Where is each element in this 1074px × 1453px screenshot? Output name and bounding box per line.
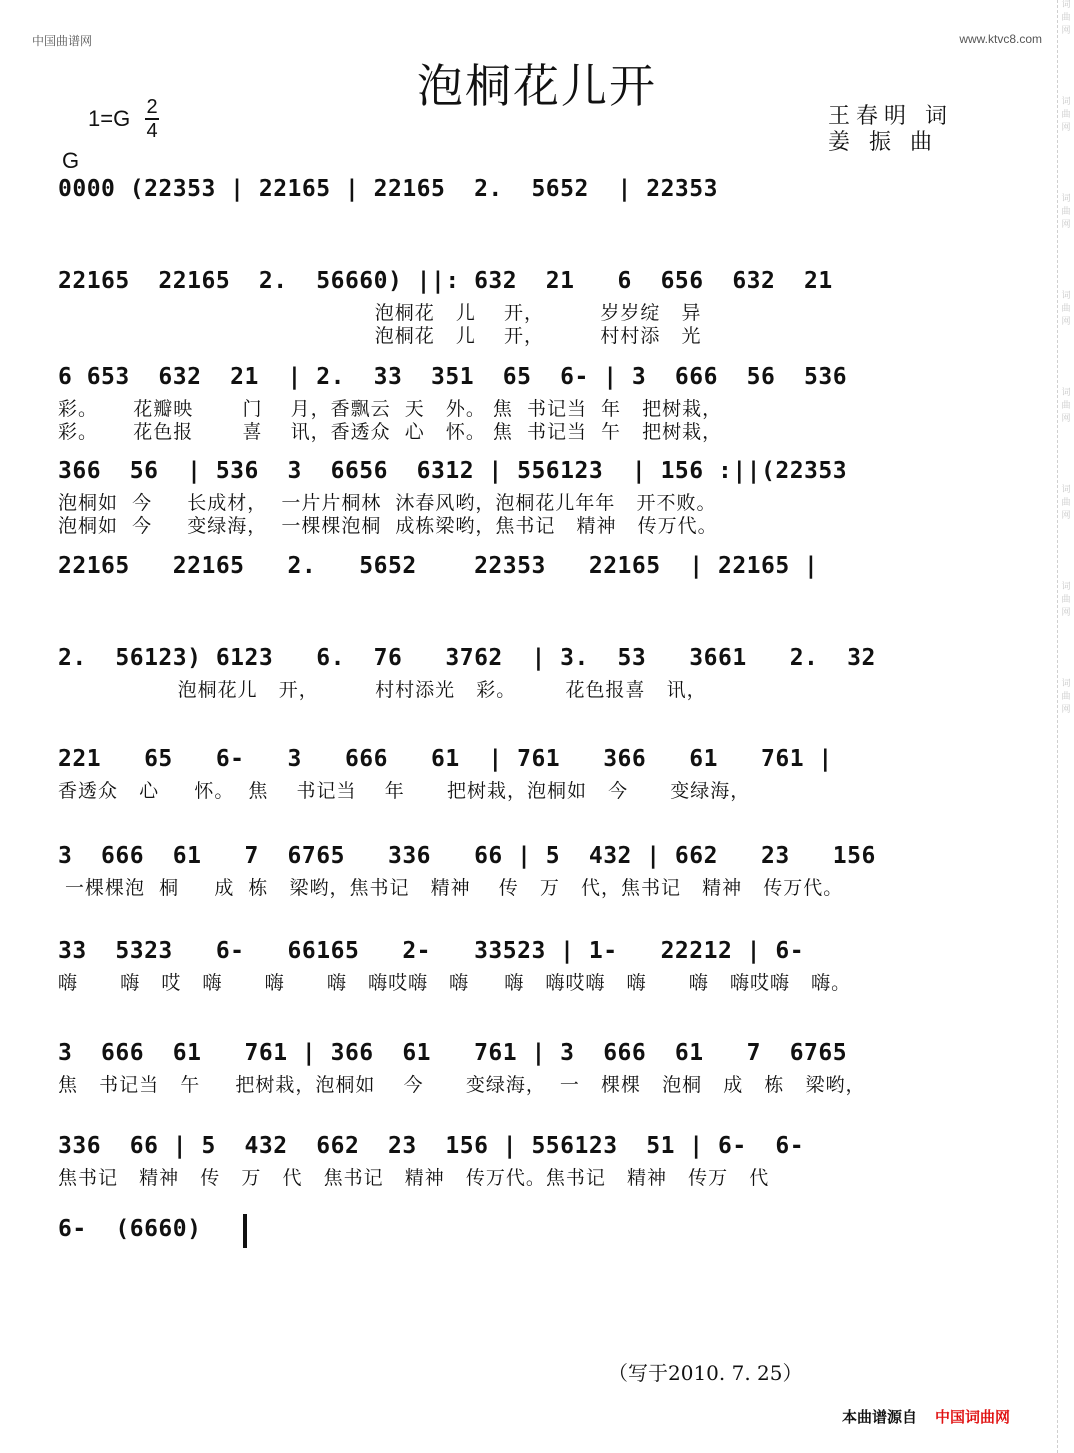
chord-mark: G <box>62 148 80 173</box>
notation-line: 336 66 | 5 432 662 23 156 | 556123 51 | 6- 6- <box>58 1133 805 1159</box>
watermark-glyph: 曲 <box>1061 595 1071 605</box>
site-name-left: 中国曲谱网 <box>32 34 93 48</box>
notation-line: 0000 (22353 | 22165 | 22165 2. 5652 | 22353 <box>58 176 718 202</box>
song-title: 泡桐花儿开 <box>417 59 657 113</box>
final-barline <box>243 1214 247 1248</box>
watermark-glyph: 网 <box>1061 317 1071 327</box>
watermark-glyph: 曲 <box>1061 304 1071 314</box>
watermark-glyph: 词 <box>1061 291 1071 301</box>
date-note: （写于2010. 7. 25） <box>608 1361 803 1385</box>
score-system <box>58 364 1008 443</box>
site-url-right: www.ktvc8.com <box>959 32 1042 46</box>
score-system <box>58 553 1008 583</box>
score-system <box>58 1216 1008 1246</box>
lyricist-credit: 王春明 词 <box>828 104 953 129</box>
meter-bottom: 4 <box>146 120 158 142</box>
footer-brand-link[interactable]: 中国词曲网 <box>935 1409 1011 1426</box>
notation-line: 6 653 632 21 | 2. 33 351 65 6- | 3 666 56 536 <box>58 364 848 390</box>
watermark-glyph: 网 <box>1061 26 1071 36</box>
lyric-line: 焦书记 精神 传 万 代 焦书记 精神 传万代。焦书记 精神 传万 代 <box>58 1167 770 1189</box>
watermark-glyph: 词 <box>1061 388 1071 398</box>
score-system <box>58 843 1008 899</box>
meter-top: 2 <box>146 96 158 118</box>
notation-line: 6- (6660) <box>58 1216 202 1242</box>
watermark-glyph: 曲 <box>1061 401 1071 411</box>
lyric-line: 嗨 嗨 哎 嗨 嗨 嗨 嗨哎嗨 嗨 嗨 嗨哎嗨 嗨 嗨 嗨哎嗨 嗨。 <box>58 972 852 994</box>
watermark-glyph: 词 <box>1061 679 1071 689</box>
notation-line: 22165 22165 2. 5652 22353 22165 | 22165 | <box>58 553 819 579</box>
watermark-glyph: 词 <box>1061 582 1071 592</box>
credits <box>828 104 953 156</box>
watermark-glyph: 曲 <box>1061 692 1071 702</box>
lyric-line: 泡桐如 今 变绿海， 一棵棵泡桐 成栋梁哟，焦书记 精神 传万代。 <box>58 515 718 537</box>
watermark-glyph: 曲 <box>1061 207 1071 217</box>
notation-line: 22165 22165 2. 56660) ||: 632 21 6 656 632 21 <box>58 268 833 294</box>
watermark-glyph: 词 <box>1061 194 1071 204</box>
watermark-glyph: 网 <box>1061 705 1071 715</box>
watermark-glyph: 词 <box>1061 97 1071 107</box>
watermark-glyph: 网 <box>1061 123 1071 133</box>
composer-credit: 姜 振 曲 <box>828 130 938 155</box>
notation-line: 221 65 6- 3 666 61 | 761 366 61 761 | <box>58 746 833 772</box>
lyric-line: 香透众 心 怀。 焦 书记当 年 把树栽，泡桐如 今 变绿海， <box>58 780 751 802</box>
watermark-glyph: 网 <box>1061 220 1071 230</box>
watermark-glyph: 网 <box>1061 511 1071 521</box>
lyric-line: 彩。 花瓣映 门 月，香飘云 天 外。 焦 书记当 年 把树栽， <box>58 398 723 420</box>
notation-line: 33 5323 6- 66165 2- 33523 | 1- 22212 | 6- <box>58 938 805 964</box>
lyric-line: 一棵棵泡 桐 成 栋 梁哟，焦书记 精神 传 万 代，焦书记 精神 传万代。 <box>58 877 844 899</box>
watermark-glyph: 词 <box>1061 485 1071 495</box>
score-system <box>58 458 1008 537</box>
watermark-glyph: 曲 <box>1061 13 1071 23</box>
watermark-glyph: 词 <box>1061 0 1071 10</box>
watermark-glyph: 曲 <box>1061 110 1071 120</box>
score-system <box>58 938 1008 994</box>
notation-line: 3 666 61 7 6765 336 66 | 5 432 | 662 23 156 <box>58 843 876 869</box>
score-system <box>58 176 1008 206</box>
score-system <box>58 645 1008 701</box>
lyric-line: 泡桐如 今 长成材， 一片片桐林 沐春风哟，泡桐花儿年年 开不败。 <box>58 492 717 514</box>
notation-line: 366 56 | 536 3 6656 6312 | 556123 | 156 :||(22353 <box>58 458 848 484</box>
side-watermark-strip <box>1057 0 1074 1453</box>
watermark-glyph: 网 <box>1061 608 1071 618</box>
score-system <box>58 1133 1008 1189</box>
watermark-glyph: 网 <box>1061 414 1071 424</box>
notation-line: 3 666 61 761 | 366 61 761 | 3 666 61 7 6765 <box>58 1040 848 1066</box>
notation-line: 2. 56123) 6123 6. 76 3762 | 3. 53 3661 2. 32 <box>58 645 876 671</box>
lyric-line: 彩。 花色报 喜 讯，香透众 心 怀。 焦 书记当 午 把树栽， <box>58 421 723 443</box>
footer <box>842 1406 1010 1427</box>
lyric-line: 泡桐花 儿 开， 村村添 光 <box>58 325 702 347</box>
footer-source-label: 本曲谱源自 <box>842 1409 918 1426</box>
score-system <box>58 268 1008 347</box>
lyric-line: 焦 书记当 午 把树栽，泡桐如 今 变绿海， 一 棵棵 泡桐 成 栋 梁哟， <box>58 1074 866 1096</box>
lyric-line: 泡桐花儿 开， 村村添光 彩。 花色报喜 讯， <box>58 679 707 701</box>
time-signature <box>145 96 159 142</box>
score-system <box>58 746 1008 802</box>
key-signature: 1=G <box>88 106 131 131</box>
score-system <box>58 1040 1008 1096</box>
lyric-line: 泡桐花 儿 开， 岁岁绽 异 <box>58 302 702 324</box>
watermark-glyph: 曲 <box>1061 498 1071 508</box>
